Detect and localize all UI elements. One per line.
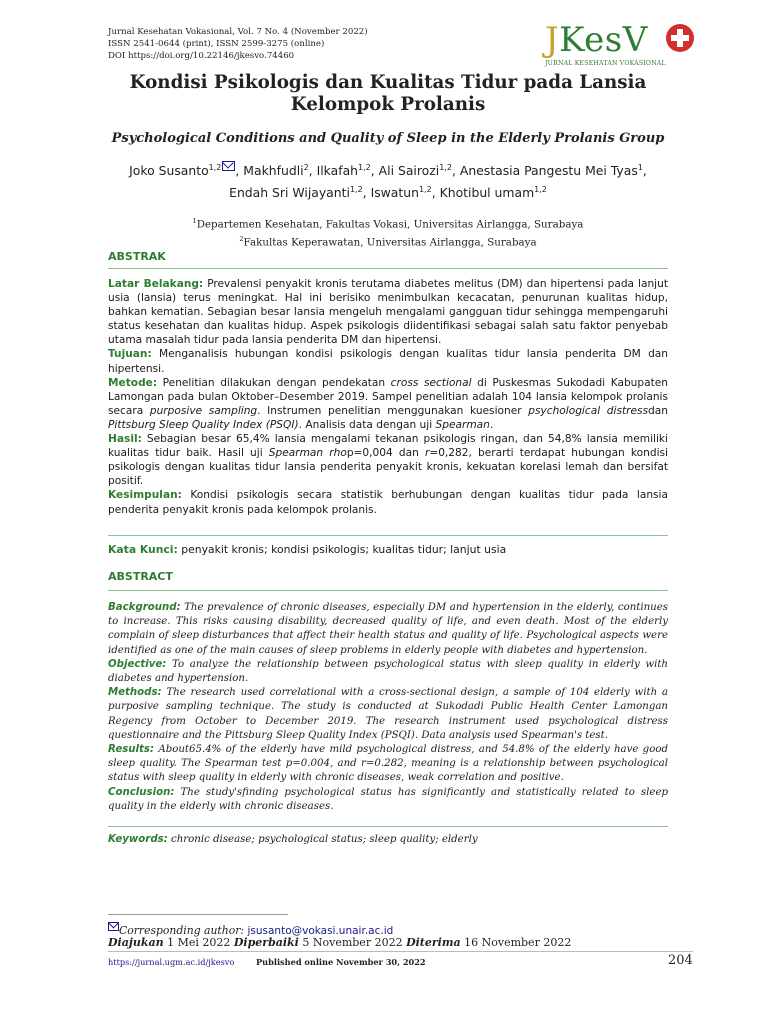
conclusion-label: Conclusion: [108, 786, 175, 798]
affiliation-line [108, 232, 668, 250]
author-affiliation-sup: 1,2 [349, 185, 363, 195]
author-affiliation-sup: 1,2 [439, 163, 452, 172]
author-name: Makhfudli [243, 163, 304, 179]
envelope-icon [108, 922, 119, 931]
keywords-text: chronic disease; psychological status; sleep quality; elderly [167, 834, 478, 845]
kata-kunci-text: penyakit kronis; kondisi psikologis; kualitas tidur; lanjut usia [177, 543, 507, 556]
diajukan-date: 1 Mei 2022 [163, 936, 234, 949]
affiliation-sup: 1 [192, 217, 197, 225]
hasil-text-1: Sebagian besar 65,4% lansia mengalami tekanan psikologis ringan, dan 54,8% lansia memiliki kualitas tidur baik. Hasil uji [108, 433, 668, 460]
tujuan-label: Tujuan: [108, 348, 152, 361]
abstract-heading: ABSTRACT [108, 570, 173, 583]
footer-divider [108, 951, 693, 952]
doi-link[interactable]: https://doi.org/10.22146/jkesvo.74460 [128, 51, 295, 61]
author-separator: , [370, 163, 379, 179]
author-affiliation-sup: 1,2 [418, 185, 432, 195]
author-name: Anestasia Pangestu Mei Tyas [459, 163, 638, 179]
author-separator: , [431, 185, 440, 201]
objective-label: Objective: [108, 658, 167, 670]
kata-kunci [108, 543, 506, 556]
abstract-methods [108, 686, 668, 743]
conclusion-text: The study'sfinding psychological status has significantly and statistically related to sleep quality in the elderly with chronic diseases. [108, 786, 668, 812]
abstrak-hasil [108, 432, 668, 488]
abstract-objective [108, 658, 668, 686]
author-name: Ali Sairozi [378, 163, 440, 179]
red-cross-icon [666, 24, 694, 52]
kata-kunci-label: Kata Kunci: [108, 543, 178, 556]
author-line-1 [108, 158, 668, 180]
logo-letter-j: J [545, 20, 560, 60]
author-name: Joko Susanto [129, 163, 209, 179]
hasil-text-2: p=0,004 dan [346, 447, 425, 460]
methods-text: The research used correlational with a cross-sectional design, a sample of 104 elderly with a purposive sampling technique. The study is conducted at Sukodadi Public Health Center Lamongan Regency from October to December 2019. The research instrument used psychological distress questionnaire and the Pittsburg Sleep Quality Index (PSQI). Data analysis used Spearman's test. [108, 687, 668, 741]
metode-italic-2: purposive sampling [149, 404, 258, 417]
author-separator: , [642, 163, 647, 179]
published-online: Published online November 30, 2022 [256, 957, 426, 967]
logo-subtitle: JURNAL KESEHATAN VOKASIONAL [545, 60, 666, 67]
divider [108, 590, 668, 591]
author-affiliation-sup: 1,2 [208, 163, 222, 172]
affiliation-sup: 2 [239, 235, 244, 244]
doi-line [108, 50, 368, 62]
abstract-conclusion [108, 786, 668, 814]
author-name: Ilkafah [316, 163, 359, 179]
author-separator: , [362, 185, 371, 201]
metode-text-1: Penelitian dilakukan dengan pendekatan [157, 376, 391, 389]
author-list [108, 158, 668, 202]
metode-text-3: . Instrumen penelitian menggunakan kuesioner [257, 404, 529, 417]
divider [108, 826, 668, 827]
background-label: Background: [108, 602, 181, 613]
background-text: The prevalence of chronic diseases, especially DM and hypertension in the elderly, continues to increase. This risks causing disability, decreased quality of life, and even death. Most of the elderly complain of sleep disturbances that affect their health status and quality of life. Psychological aspects were identified as one of the main causes of sleep problems in elderly people with diabetes and hypertension. [108, 602, 668, 656]
metode-italic-4: Pittsburg Sleep Quality Index (PSQI) [108, 418, 299, 431]
author-separator: , [308, 163, 317, 179]
abstrak-latar [108, 277, 668, 347]
page-number: 204 [668, 953, 693, 968]
diperbaiki-label: Diperbaiki [233, 936, 299, 949]
divider [108, 268, 668, 269]
metode-text-5: . Analisis data dengan uji [298, 418, 436, 431]
affiliation-line [108, 214, 668, 232]
author-affiliation-sup: 1,2 [358, 163, 371, 172]
abstrak-kesimpulan [108, 488, 668, 516]
diterima-date: 16 November 2022 [460, 936, 572, 949]
envelope-icon[interactable] [222, 161, 235, 171]
latar-text: Prevalensi penyakit kronis terutama diabetes melitus (DM) dan hipertensi pada lanjut usia (lansia) terus meningkat. Hal ini berisiko menimbulkan kecacatan, penurunan kualitas hidup, bahkan kematian. Sebagian besar lansia mengeluh mengalami gangguan tidur sehingga mempengaruhi status kesehatan dan kualitas hidup. Aspek psikologis diidentifikasi sebagai salah satu faktor penyebab utama masalah tidur pada lansia penderita DM dan hipertensi. [108, 278, 668, 347]
author-name: Iswatun [370, 185, 419, 201]
abstract-background [108, 601, 668, 658]
hasil-label: Hasil: [108, 433, 142, 446]
author-name: Khotibul umam [439, 185, 535, 201]
article-title: Kondisi Psikologis dan Kualitas Tidur pada Lansia Kelompok Prolanis [129, 72, 647, 115]
metode-italic-1: cross sectional [390, 376, 472, 389]
keywords [108, 834, 478, 845]
results-label: Results: [108, 744, 155, 756]
submission-dates [108, 936, 571, 949]
affiliations [108, 214, 668, 251]
latar-label: Latar Belakang: [108, 278, 204, 290]
abstrak-body [108, 277, 668, 517]
corresponding-author-label: Corresponding author: [119, 924, 248, 937]
logo-letters-kesv: KesV [559, 20, 648, 60]
author-name: Endah Sri Wijayanti [229, 185, 350, 201]
journal-header [108, 26, 368, 62]
diterima-label: Diterima [406, 936, 461, 949]
kesimpulan-label: Kesimpulan: [108, 489, 182, 502]
kesimpulan-text: Kondisi psikologis secara statistik berhubungan dengan kualitas tidur pada lansia penderita penyakit kronis pada kelompok prolanis. [108, 489, 668, 516]
keywords-label: Keywords: [108, 834, 168, 845]
affiliation-text: Fakultas Keperawatan, Universitas Airlangga, Surabaya [243, 236, 537, 249]
hasil-italic-2: r [424, 447, 430, 460]
doi-label: DOI [108, 51, 129, 61]
metode-italic-3: psychological distress [528, 404, 649, 417]
hasil-italic-1: Spearman rho [268, 447, 347, 460]
author-line-2 [108, 180, 668, 202]
methods-label: Methods: [108, 687, 162, 699]
author-affiliation-sup: 1,2 [534, 185, 547, 195]
diperbaiki-date: 5 November 2022 [298, 936, 407, 949]
abstrak-metode [108, 376, 668, 432]
tujuan-text: Menganalisis hubungan kondisi psikologis dengan kualitas tidur lansia penderita DM dan hipertensi. [108, 348, 668, 375]
metode-label: Metode: [108, 376, 158, 389]
footnote-divider [108, 914, 288, 915]
issn-line: ISSN 2541-0644 (print), ISSN 2599-3275 (online) [108, 39, 325, 49]
affiliation-text: Departemen Kesehatan, Fakultas Vokasi, Universitas Airlangga, Surabaya [196, 218, 584, 231]
abstrak-tujuan [108, 347, 668, 375]
corresponding-author-email[interactable]: jsusanto@vokasi.unair.ac.id [247, 925, 394, 937]
author-affiliation-sup: 2 [303, 163, 309, 172]
results-text: About65.4% of the elderly have mild psychological distress, and 54.8% of the elderly have good sleep quality. The Spearman test p=0.004, and r=0.282, meaning is a relationship between psychological status with sleep quality in elderly with chronic diseases, weak correlation and positive. [108, 744, 668, 784]
objective-text: To analyze the relationship between psychological status with sleep quality in elderly with diabetes and hypertension. [108, 658, 668, 685]
metode-text-6: . [489, 418, 494, 431]
logo-wordmark [545, 20, 648, 60]
author-separator: , [451, 163, 460, 179]
abstrak-heading: ABSTRAK [108, 250, 166, 263]
metode-text-4: dan [648, 404, 668, 417]
journal-logo [545, 20, 695, 68]
journal-citation: Jurnal Kesehatan Vokasional, Vol. 7 No. 4 (November 2022) [108, 27, 368, 37]
corresponding-author [108, 922, 393, 937]
abstract-body [108, 601, 668, 814]
article-subtitle-english: Psychological Conditions and Quality of Sleep in the Elderly Prolanis Group [111, 131, 665, 146]
divider [108, 535, 668, 536]
abstract-results [108, 743, 668, 786]
diajukan-label: Diajukan [108, 936, 164, 949]
author-affiliation-sup: 1 [637, 163, 643, 172]
journal-url[interactable]: https://jurnal.ugm.ac.id/jkesvo [108, 957, 235, 967]
hasil-text-3: =0,282, berarti terdapat hubungan kondisi psikologis dengan kualitas tidur lansia penderita penyakit kronis, kekuatan korelasi lemah dan bersifat positif. [108, 447, 668, 488]
author-separator: , [235, 163, 244, 179]
metode-text-2: di Puskesmas Sukodadi Kabupaten Lamongan pada bulan Oktober–Desember 2019. Sampel penelitian adalah 104 lansia kelompok prolanis secara [108, 376, 668, 417]
metode-italic-5: Spearman [435, 418, 490, 431]
